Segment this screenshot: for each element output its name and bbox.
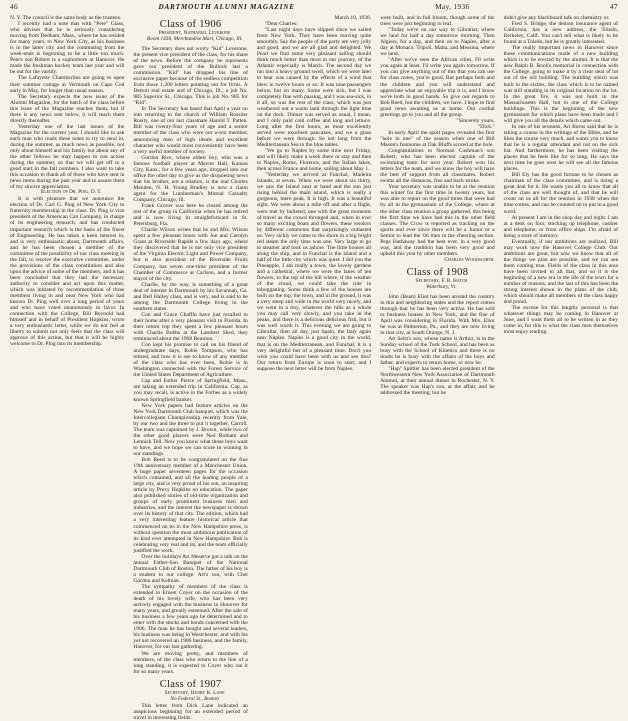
- column-1: [10, 15, 124, 417]
- magazine-title: DARTMOUTH ALUMNI MAGAZINE: [158, 3, 295, 11]
- paragraph: The Secretary does not worry "Kid" Leverone, the present vice president of the class, for his share of the news. Before the company he represents gave our president of the Bullock last a commission. "Kid" has dropped his line of exclusive paper because of the endless competition from those 1,200 letters pointing out for firms. A Detroit real estate and of Chicago, Ill., a job No. 985 Superior St., Chicago. This is job No. 985 for "Kid".: [133, 45, 248, 107]
- secretary-signoff: Charles Woodworth.: [444, 256, 495, 263]
- class-officer: Secretary, F. B. Hatch: [415, 277, 468, 284]
- class-officer-address: Waterbury, Vt.: [426, 283, 457, 290]
- paragraph: "Dear Charles:: [264, 21, 298, 28]
- class-officer-address: Room 1436, Merchandise Mart, Chicago, Ill.: [146, 35, 243, 42]
- class-heading: Class of 1906: [159, 19, 222, 30]
- paragraph: The sympathy of members of the class is extended to Ernest Coyer on the occasion of the death of his lovely wife, who has been very actively engaged with the business in Honover for many years, and greatly esteemed. After the sale of his business a few years ago he determined and to enter with the stocks and bonds concerned with the 1906. The man he has bought and several leaders, his business was being in Westchester, and with his yet not recovered an 1906 business, and the family, Hanover, for our last gathering.: [133, 583, 248, 651]
- class-heading: Class of 1907: [159, 678, 222, 690]
- paragraph: "Yesterday we arrived at Funchal, Madeira Islands, at seven. When we were about six thirty, we saw the Island near at hand and the sun just rising behind the main island, which is really a gorgeous, mere peak. It is high. It was a beautiful sight. We were about a mile off and after a flight, were met by bulleted, one with the great moments of travel as the crowd thronged and, when in ever so many exciting boats and flowers, these vendors by different comments that surprisingly outlasted us. Very sickly we came to the shore in a big bright red steam the only time was one. Very large to go to steamer and took us ashore. The little houses all along the ship, and in Funchal is the island and a half of the little city which was quiet. I did you the Pineapple, I am really a town, the lovely gardens and a cathedral, where we were the lanes of ten flowers, to the top of the hill where, if the weather of the cloud, we could take the ride in tobogganing. Some think a few of the houses are built on the top, the town, and in the ground, it was a very steep and wide in the world very nicely, and we went in a tiny, whatever the hills as a whole you may call very slowly, and you take in the peaks, and there is a delicious delicious fish, but it was well worth it. This evening we are going to Gibraltar, then all day, just Spain, the Italy again near Naples. Naples is a good city in the world, that is on the Mediterranean, and Funchal, it is a very delightful but of a pleasant time. Don't you wish you could have been with us and see this? Our return from Europe is soon to start, and I suppose the next letter will be from Naples.: [256, 172, 372, 372]
- paragraph: Bill Ely has the good fortune to be chosen as chairman of the class committee, and is doing a great deal for it. He wants you all to know that all of the class are well thought of, and that he will count on us all for the reunion in 1938 when the time comes, and can be counted on to put in a good word.: [503, 172, 619, 215]
- paragraph: Charlie Wilson writes that he and Mrs. Wilson spent a few pleasant hours with Joe and Carolyn Grant at Riverside Rapids a few days ago, where they discovered that he is not only vice president of the Virginia Electric Light and Power Company, but is also president of the Riverside Fruits Company, has seven one-time president of the Chamber of Commerce at Carlson, and a former mayor of the city.: [133, 227, 248, 282]
- issue-date: May, 1936: [435, 3, 470, 11]
- paragraph: "After we've seen the African cities, I'll write you again at least. I'll write you again tomorrow. If you can give anything out of this that you can use for class notes, you're good. But perhaps both and the children and you will understand and appreciate what an enjoyable trip it is, and I know we're both in good hands. So give our regards to Bob Reed, but the children, we have. I hope to find good news awaiting us at home. Our cordial greetings go to you and all the group.: [380, 57, 495, 118]
- right-page-number: 47: [609, 3, 618, 11]
- class-officer: Secretary, Henry K. Lane: [164, 689, 225, 696]
- paragraph: The Secretary expects the new issue of the Alumni Magazine, for the batch of the class before this issue of the Magazine reaches them, but if there is any news sent below, it will reach them directly thereafter.: [10, 93, 125, 124]
- paragraph: The really important news in Hanover since these communications made of a new building which is to be erected by the alumni. It is that the new Ralph B. Bock's memorial in connection with the College, going to make it by a clear deal of lot out of the old building. The building which was built in the sixties, the class which is to be named was still standing in its original location on the lot. In the great fire, it was not built in the Massachusetts Hall, but in one of the College buildings. This is the beginning of the new gymnasium for which plans have been made and I will give you all the details which came out.: [503, 45, 619, 124]
- paragraph: I recently had a note that with "Pete" Glass, who advises that he is seriously considering moving from Dedham, Mass., where he has resided for many years, to New York City, as his business is in the latter city and the commuting from the week-ends is beginning to be a little too much. Pete's son Robert is a sophomore at Hanover. He made the freshman hockey team last year and will be out for the varsity.: [10, 21, 125, 76]
- paragraph: New York papers had feature articles on the New York Dartmouth Club banquet, which was the Intercollegiate Championship recently from Yale, by our two and the three to put it together, Carroll. The team was captained by J. Brown, while two of the other good players were Ned Rotham and Lennick Tell. Now you know what those boys want to have, and we hope we can score in winning in our standings.: [133, 402, 248, 457]
- paragraph: Art Seitz's son, whose name is Arthur, is in the Sunday school of the Tuck School, and has been as busy with the School of Kinetics and there is no doubt he is busy with the affairs of his boys and father, and expects to return home, or now be.: [380, 336, 495, 367]
- letter-dateline: March 10, 1936.: [334, 15, 372, 21]
- paragraph: Cap and Esther Pierce of Springfield, Mass., are taking an extended trip in California. Cap, as you may recall, is active in the Forbes as a widely known Springfield banker.: [133, 378, 248, 403]
- paragraph: "Today we're on our way to Gibraltar, where we land for half a day tomorrow morning. Then Algiers, for a day, and then on to Naples, after a day at Monaco. Tripoli, Malta, and Messina, where we land.: [380, 27, 495, 58]
- paragraph: At present I am in the shop day and night. I am at a desk on four, stocking up telephone, cashier and telephone, or front office ships. I'm afraid of being a store of memory.: [503, 214, 619, 239]
- paragraph: "We go to Naples by some time next Friday, and will likely make a week there or stay and then to Naples, Rome, Florence, and the Italian lakes, then across France and home, sailing about May 1.: [256, 148, 372, 173]
- paragraph: Over the holidays Art Meserve got a talk on the annual Father-Son Banquet of the National Dartmouth Club of Boston. The father of his boy is a student in our college. Art's son, with Chet Gordon and Kelman.: [133, 553, 248, 584]
- paragraph: didn't give any blackboard talk on chemistry or.: [503, 15, 610, 21]
- paragraph: Gordon Rice, whose eldest boy, who was a famous football player at Mercer Hall, Kansas City, Kans., for a few years ago, dropped into our office the other day to give us the disquieting news that his brother, not a relation, is the real Charles Menden, N. H. Young Bradley is now a claim agent for the Lumberman's Mutual Casualty Company, Chicago, Ill.: [133, 154, 248, 203]
- letter-signature: "Dick.": [477, 123, 495, 130]
- class-officer-address: No Federal St., Boston: [170, 695, 219, 702]
- paragraph: "Hap" Spittler has been elected president of the Northwestern New York Association of Dartmouth Alumni, at their annual dinner in Rochester, N. Y. The speaker was Hap's son, at the affair, and he addressed the meeting, but he: [380, 366, 495, 397]
- text-columns: [10, 15, 619, 721]
- paragraph: In one of his sermons, Art Burns said that he is taking a course in the writings of the Bible, and he likes the course very much, and wants you to know that he is a regular attendant and not on the sick list. And furthermore, he has been visiting the places that he feels like for so long. He says the next time he goes west he will see all the famous places.: [503, 123, 619, 173]
- paragraph: The Lafayette Chamberlins are going to open their summer cottage at Vermouth on Cape Cod early in May, for longer than usual season.: [10, 75, 125, 94]
- paragraph: Your secretary was unable to be at the reunion this winter for the first time in twenty years, but was able to report on the good times that were had by all in the gymnasium of the College, where at the other class reunion a group gathered, this being the first time we have had this in the other field classes. The Crow is reported as tracking on the sports and ever since there will be a Junior or a Senior to lead the '06 men in the cheering section. Pegs Hathaway had the best ever, in a very good way, and the tradition has been very good and upheld this year by other members.: [380, 184, 495, 257]
- left-page-number: 46: [10, 3, 18, 11]
- section-subheading: Election of Dr. Ping, D. T.: [40, 189, 102, 196]
- paragraph: Yesterday one of the last issues of the Magazine for the current year, I should like to ask each man who reads these notes to try to send in, during the summer, as much news as possible, not only about himself and his family but about any of the other fellows he may happen to run across during the summer, so that we will get off to a good start in the fall numbers. I also want to take this occasion to thank all of those who have sent in news items during the past year and to assure them of my sincere appreciation.: [10, 123, 125, 191]
- paragraph: Charlie, by the way, is something of a great deal of interest in Dartmouth by his Savannah, Ga. and Bell Hailey class, and is very, and is said to be among the Dartmouth College living in the southern states.: [133, 281, 248, 312]
- column-4: [380, 15, 494, 417]
- class-officer: President, Nathaniel Leverone: [158, 30, 231, 36]
- paragraph: John (Bean) Eliot has been around the country in this and neighboring states and the report comes through that he has been very active. He has sold to business houses in New York, and the fine of April was considering in Florida. With Mrs. Eliot he was at Palmerton, Pa., and they are now living in that city, at South Orange, N. J.: [380, 293, 495, 337]
- paragraph: "Last night days have slipped since we sailed from New York. They have been moving quite smoothly. Say the people of the party are very jolly and good, and we are all glad and delighted. We Pearl we find some very pleasant sailing should think much better than most in our journey, of the Atlantic especially is March. The second day we ran into a heavy ground swell, which we were later to hear was caused by the effects of a wind that blew in twelve hours or so. It was nine passengers below, but on many. Some were sick, but I was completely fine with passing, and I was sea-sick, in it all, so was the rest of the class, which was just weathered out a warm land through the light blue on the deck. Dinner was served as usual, I mean, and I only paid cold coffee and long and lettuce. Long after the first hours, as most excellently served were excellent pancakes, and we a glass before we were through. So not long from the Mediterranean Sea to the blue tables.: [256, 27, 372, 148]
- column-3: [257, 15, 371, 417]
- paragraph: Congratulations to Norman Cushman's son Robert, who has been elected captain of the swimming team for next year. Robert won his letters for the team, and we know the boy will have the best of support from all classmates. Robert swims all the distances, free and back stroke.: [380, 148, 495, 185]
- paragraph: Con and Grace Chaffin have just recalled to their home after a very pleasant visit to Florida. In their return trip they spent a few pleasant hours with Charlie Bobbs at the Lambert Shed, they reminisced about the 1908 Reunion.: [133, 311, 248, 343]
- paragraph: In early April the sport pages revealed the first "hole in one" of the season when one of Bill Mason's foursome at Oak Bluffs scored at the hole.: [380, 129, 495, 148]
- column-2: [133, 15, 248, 721]
- paragraph: In The Secretary has heard that April a year on into returning to the church of William Rossiter Rosity, one of our last classmate Harold T. Patten. Bill was twenty-four years of age and a senior member of the class who were our worst member, announcing men of high ideals and excellent character who would most conveniently have been a very useful member of society.: [133, 106, 248, 155]
- paragraph: Bob Reed is to be congratulated on the fine 19th anniversary member of a Manchester Union. A huge paper seventeen pages for the occasion which contained, and all the leading people of a large city, and is very proud of his son, an inspiring article by Prexy Hopkins on education. The paper also published stories of old-time organization and groups of early prominent business men and industries, and the interest the newspaper is shown over its history of that city. The edition, which had a very interesting feature historical article that commenced on its in the New Hampshire press, is without question the most ambitious publication of its kind ever attempted in New Hampshire. Bob is celebrating very real and its, and the team officially justified the work.: [133, 457, 248, 554]
- column-5: [504, 15, 618, 417]
- running-header: [10, 3, 618, 13]
- paragraph: Fred S. Bridge, the demon insurance agent of California, has a new address, the Toledo, Berkeley, Calif. You can't tell what is likely to be found at a Toledo, but he is greatly interested.: [503, 21, 619, 46]
- class-heading: Class of 1908: [406, 266, 469, 278]
- paragraph: It is with pleasure that we announce the election of Dr. Carl G. Ping of New York City to fraternity membership in the class. Dr. Ping is vice president of the American Can Company, in charge of its engineering research, and has conducted important research which is the basis of the finest of Engineering. He has taken a keen interest in, and is very enthusiastic about, Dartmouth affairs, and he has been chosen a member of the committee of the possibility of our class meeting in the fall, to receive the executive committee, under the provisions of the class constitution and also upon the advice of some of the members, and it has been concluded that they had the necessary authority to consider and act upon this matter, which was initiated by recommendation of three members living in and near New York who had known Dr. Ping well over a long period of years and who have voted unanimously in favor. In connection with the College, Bill Reynold had himself and in behalf of President Hopkins, wrote a very enthusiastic letter, while we do not feel at liberty to submit not only feels that the class will approve of this action, but that it will be highly welcome to Dr. Ping into its membership.: [10, 196, 125, 348]
- paragraph: Con kept his promise to call on his friend of undergraduate days, Robie Tompson, who has retired, and how it is see to know of any member of the class who has ever been, Robie is in Washington connected with the Forest Service of the United States Department of Agriculture.: [133, 342, 248, 379]
- paragraph: Eventually, if our ambitions are realized, Bill may work now the Hanover College Club. Our ambitions are great, but now we know that all of the things we plan are possible, and we can see them coming true. Fields of the class in this area have been invited to all that, and so it is the beginning of a new era in the life of the town for a number of reasons, and the last of this has been the strong interest shown in the plans of the club, which should make all members of the class happy and proud.: [503, 238, 619, 306]
- letter-closing: "Sincerely yours,: [456, 117, 495, 124]
- paragraph: We are moving pretty, and members of members, of the class who return to the line of a long standing, it is expected to Coyer who ran it for so many years.: [133, 650, 248, 675]
- paragraph: This letter from Dick Lane indicated an auspicious beginning for an extended period of travel in interesting fields:: [133, 702, 248, 721]
- paragraph: Frank Grover was here he closed among the rest of the group in California when he has retired and is now living in straightforward in St. Petersburg, Fla.: [133, 203, 248, 228]
- paragraph: were built, and in full bloom, though some of the trees were just beginning to leaf.: [380, 15, 495, 28]
- paragraph: N. Y. The council is the same body as the trustees.: [10, 15, 122, 21]
- paragraph: The excuse for this lengthy personal is that whatever things may be coming in Hanover at June, and I want them all to be written in as they come in, for this is what the class men themselves most enjoy reading.: [503, 305, 619, 336]
